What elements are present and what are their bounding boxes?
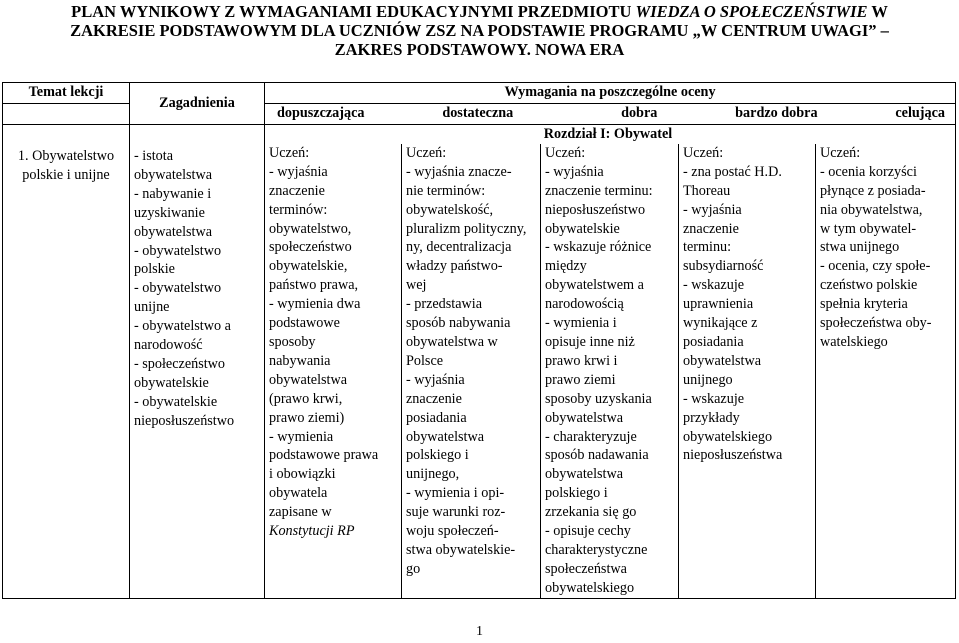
header-zagadnienia: Zagadnienia: [130, 83, 265, 125]
konstytucja-rp: Konstytucji RP: [269, 523, 355, 540]
chapter-heading: Rozdział I: Obywatel: [265, 125, 956, 144]
requirements-table: [2, 82, 956, 599]
header-levels: [265, 104, 956, 125]
page-number: 1: [476, 624, 483, 639]
cell-zagadnienia: - istota obywatelstwa - nabywanie i uzyskiwanie obywatelstwa - obywatelstwo polskie - obywatelstwo unijne - obywatelstwo a narodowość - społeczeństwo obywatelskie - obywatelskie nieposłuszeństwo: [130, 125, 265, 599]
cell-dobra: Uczeń: - wyjaśnia znaczenie terminu: nieposłuszeństwo obywatelskie - wskazuje różnice między obywatelstwem a narodowością - wymienia i opisuje inne niż prawo krwi i prawo ziemi sposoby uzyskania obywatelstwa - charakteryzuje sposób nadawania obywatelstwa polskiego i zrzekania się go - opisuje cechy charakterystyczne społeczeństwa obywatelskiego: [541, 144, 679, 598]
grade-levels: [269, 104, 951, 123]
header-temat-lekcji: Temat lekcji: [3, 83, 130, 104]
header-wymagania: Wymagania na poszczególne oceny: [265, 83, 956, 104]
title-line-3: ZAKRES PODSTAWOWY. NOWA ERA: [334, 40, 625, 59]
document-title: [0, 2, 959, 59]
level-celujaca: celująca: [895, 105, 946, 121]
cell-celujaca: Uczeń: - ocenia korzyści płynące z posiada- nia obywatelstwa, w tym obywatel- stwa unijnego - ocenia, czy społe- czeństwo polskie spełnia kryteria społeczeństwa oby- watelskiego: [816, 144, 956, 598]
title-line-1: [0, 2, 959, 21]
cell-dopuszczajaca: [265, 144, 402, 598]
cell-dostateczna: Uczeń: - wyjaśnia znacze- nie terminów: obywatelskość, pluralizm polityczny, ny, decentralizacja władzy państwo- wej - przedstawia sposób nabywania obywatelstwa w Polsce - wyjaśnia znaczenie posiadania obywatelstwa polskiego i unijnego, - wymienia i opi- suje warunki roz- woju społeczeń- stwa obywatelskie- go: [402, 144, 541, 598]
cell-temat: 1. Obywatelstwo polskie i unijne: [3, 125, 130, 599]
title-line-1-end: W: [867, 2, 888, 21]
level-dopuszczajaca: dopuszczająca: [277, 105, 365, 121]
level-dobra: dobra: [621, 105, 658, 121]
dopuszczajaca-text: Uczeń: - wyjaśnia znaczenie terminów: obywatelstwo, społeczeństwo obywatelskie, państwo prawa, - wymienia dwa podstawowe sposoby nabywania obywatelstwa (prawo krwi, prawo ziemi) - wymienia podstawowe prawa i obowiązki obywatela zapisane w: [269, 144, 379, 521]
title-line-1-text: PLAN WYNIKOWY Z WYMAGANIAMI EDUKACYJNYMI PRZEDMIOTU: [71, 2, 636, 21]
level-bardzo-dobra: bardzo dobra: [735, 105, 818, 121]
title-line-2: ZAKRESIE PODSTAWOWYM DLA UCZNIÓW ZSZ NA PODSTAWIE PROGRAMU „W CENTRUM UWAGI” –: [70, 21, 889, 40]
level-dostateczna: dostateczna: [442, 105, 514, 121]
cell-bardzo-dobra: Uczeń: - zna postać H.D. Thoreau - wyjaśnia znaczenie terminu: subsydiarność - wskazuje uprawnienia wynikające z posiadania obywatelstwa unijnego - wskazuje przykłady obywatelskiego nieposłuszeństwa: [679, 144, 816, 598]
title-subject: WIEDZA O SPOŁECZEŃSTWIE: [635, 2, 868, 21]
header-temat-lekcji-cont: [3, 104, 130, 125]
